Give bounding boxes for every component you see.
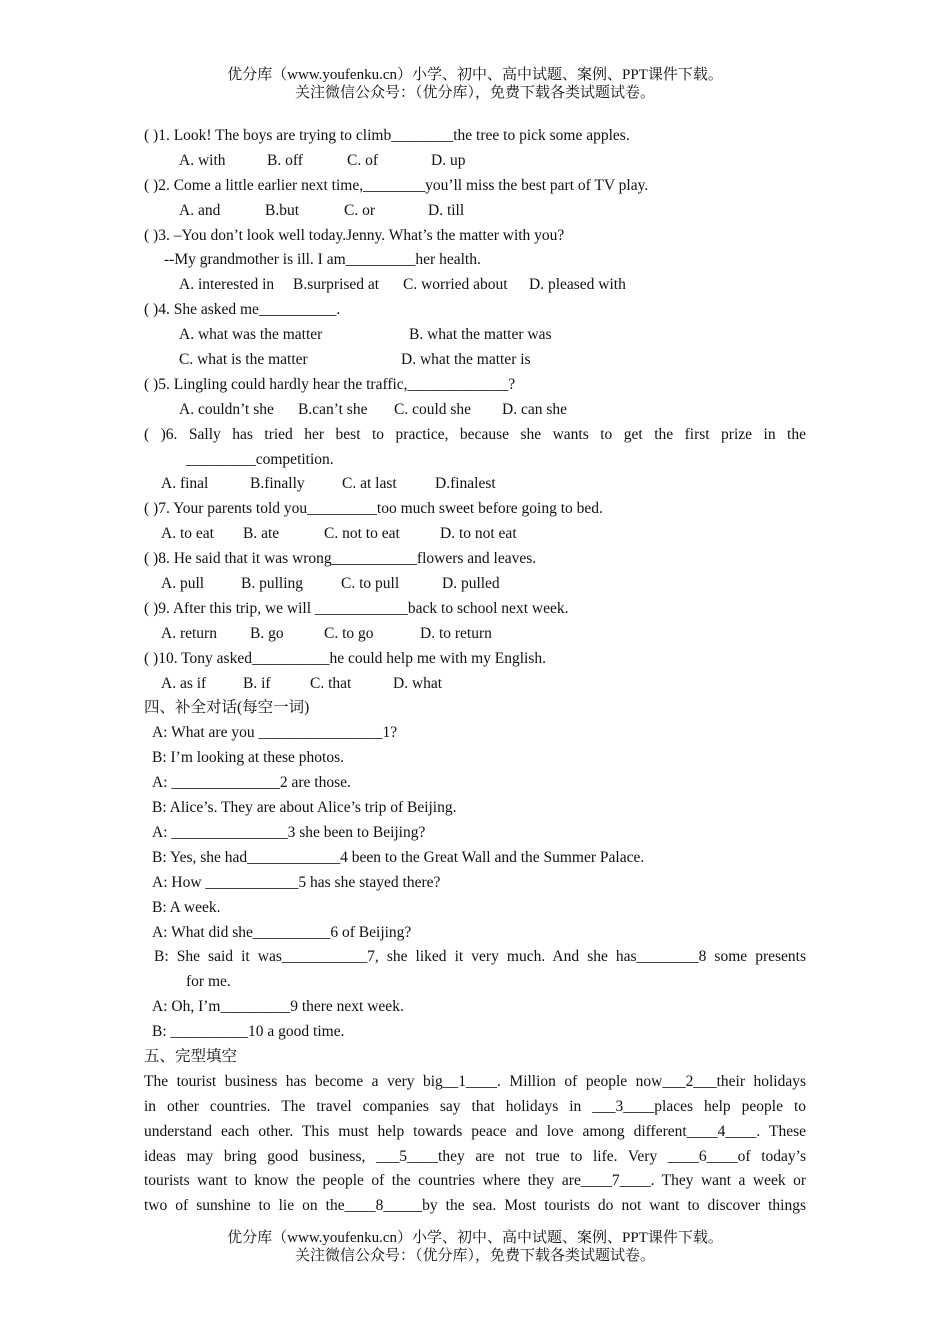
question-3-options	[144, 273, 806, 298]
question-5-option-b: B.can’t she	[298, 400, 368, 418]
question-6-continuation: _________competition.	[186, 450, 334, 468]
cloze-line-2: in other countries. The travel companies say that holidays in ___3____places help people to	[144, 1097, 806, 1115]
question-9-options	[144, 622, 806, 647]
question-4-option-c: C. what is the matter	[179, 351, 308, 369]
question-8-option-a: A. pull	[161, 575, 205, 593]
question-7-options	[144, 522, 806, 547]
question-9-stem: ( )9. After this trip, we will ____________back to school next week.	[144, 599, 569, 617]
question-5-stem: ( )5. Lingling could hardly hear the traffic,_____________?	[144, 375, 516, 393]
cloze-line-5: tourists want to know the people of the countries where they are____7____. They want a week or	[144, 1172, 806, 1190]
question-10-option-c: C. that	[310, 674, 352, 692]
question-1-stem: ( )1. Look! The boys are trying to climb________the tree to pick some apples.	[144, 127, 630, 144]
question-2-option-b: B.but	[265, 201, 300, 219]
question-7-option-c: C. not to eat	[324, 525, 400, 543]
question-1-option-c: C. of	[347, 151, 378, 169]
question-5-option-c: C. could she	[394, 400, 472, 418]
dialog-line-1: A: What are you ________________1?	[152, 724, 398, 742]
dialog-line-4: B: Alice’s. They are about Alice’s trip of Beijing.	[152, 799, 457, 817]
dialog-line-9: A: What did she__________6 of Beijing?	[152, 923, 412, 941]
question-6-option-d: D.finalest	[435, 475, 496, 493]
cloze-line-1: The tourist business has become a very big__1____. Million of people now___2___their holidays	[144, 1072, 806, 1090]
question-2-option-d: D. till	[428, 201, 465, 219]
page-header	[0, 66, 950, 102]
question-3-stem: ( )3. –You don’t look well today.Jenny. What’s the matter with you?	[144, 226, 565, 244]
question-4-stem: ( )4. She asked me__________.	[144, 301, 341, 319]
dialog-line-7: A: How ____________5 has she stayed there?	[152, 873, 441, 891]
question-8-stem: ( )8. He said that it was wrong___________flowers and leaves.	[144, 550, 537, 568]
dialog-line-8: B: A week.	[152, 898, 221, 916]
dialog-line-12: B: __________10 a good time.	[152, 1023, 345, 1041]
question-3-option-b: B.surprised at	[293, 276, 380, 294]
question-10-stem: ( )10. Tony asked__________he could help me with my English.	[144, 649, 547, 667]
section-4-title: 四、补全对话(每空一词)	[144, 699, 310, 717]
dialog-line-10-continuation: for me.	[186, 973, 231, 991]
section-5-title: 五、完型填空	[144, 1047, 238, 1065]
question-2-option-c: C. or	[344, 201, 375, 219]
cloze-line-3: understand each other. This must help towards peace and love among different____4____. These	[144, 1122, 806, 1140]
header-line-1: 优分库（www.youfenku.cn）小学、初中、高中试题、案例、PPT课件下载。	[227, 67, 723, 83]
question-6-option-a: A. final	[161, 475, 209, 493]
question-10-option-b: B. if	[243, 674, 271, 692]
question-4-option-a: A. what was the matter	[179, 326, 323, 344]
question-6-options	[144, 472, 806, 497]
cloze-line-6: two of sunshine to lie on the____8_____by the sea. Most tourists do not want to discover things	[144, 1197, 806, 1215]
question-1-option-d: D. up	[431, 151, 466, 169]
question-6-option-b: B.finally	[250, 475, 305, 493]
footer-line-2: 关注微信公众号：（优分库），免费下载各类试题试卷。	[294, 1248, 655, 1264]
question-10-option-d: D. what	[393, 674, 443, 692]
dialog-line-10: B: She said it was___________7, she liked it very much. And she has________8 some presents	[154, 948, 806, 966]
question-8-option-b: B. pulling	[241, 575, 304, 593]
dialog-line-6: B: Yes, she had____________4 been to the Great Wall and the Summer Palace.	[152, 848, 645, 866]
dialog-line-2: B: I’m looking at these photos.	[152, 749, 345, 767]
question-7-stem: ( )7. Your parents told you_________too much sweet before going to bed.	[144, 500, 603, 518]
question-7-option-a: A. to eat	[161, 525, 214, 543]
question-9-option-d: D. to return	[420, 624, 492, 642]
question-4-option-b: B. what the matter was	[409, 326, 552, 344]
question-8-options	[144, 572, 806, 597]
question-5-option-d: D. can she	[502, 400, 567, 418]
question-3-answer-line: --My grandmother is ill. I am_________her health.	[164, 251, 481, 269]
question-1-option-a: A. with	[179, 151, 226, 169]
question-5-options	[144, 398, 806, 423]
exam-content	[144, 124, 806, 1219]
dialog-line-11: A: Oh, I’m_________9 there next week.	[152, 998, 404, 1016]
question-9-option-a: A. return	[161, 624, 217, 642]
question-7-option-b: B. ate	[243, 525, 280, 543]
question-3-option-a: A. interested in	[179, 276, 275, 294]
question-2-option-a: A. and	[179, 201, 221, 219]
question-6-stem: ( )6. Sally has tried her best to practice, because she wants to get the first prize in the	[144, 425, 806, 443]
question-4-options-row-1	[144, 323, 806, 348]
dialog-line-3: A: ______________2 are those.	[152, 774, 351, 792]
question-2-stem: ( )2. Come a little earlier next time,________you’ll miss the best part of TV play.	[144, 176, 649, 194]
question-1-option-b: B. off	[267, 151, 303, 169]
question-1-options	[144, 149, 806, 174]
question-8-option-d: D. pulled	[442, 575, 500, 593]
question-10-option-a: A. as if	[161, 674, 207, 692]
question-7-option-d: D. to not eat	[440, 525, 517, 543]
question-5-option-a: A. couldn’t she	[179, 400, 274, 418]
question-9-option-c: C. to go	[324, 624, 374, 642]
question-3-option-c: C. worried about	[403, 276, 508, 294]
dialog-line-5: A: _______________3 she been to Beijing?	[152, 823, 426, 841]
question-6-option-c: C. at last	[342, 475, 397, 493]
question-4-option-d: D. what the matter is	[401, 351, 531, 369]
header-line-2: 关注微信公众号：（优分库），免费下载各类试题试卷。	[294, 85, 655, 101]
question-4-options-row-2	[144, 348, 806, 373]
question-10-options	[144, 672, 806, 697]
cloze-line-4: ideas may bring good business, ___5____they are not true to life. Very ____6____of today’s	[144, 1147, 806, 1165]
footer-line-1: 优分库（www.youfenku.cn）小学、初中、高中试题、案例、PPT课件下载。	[227, 1230, 723, 1246]
question-8-option-c: C. to pull	[341, 575, 400, 593]
question-9-option-b: B. go	[250, 624, 284, 642]
question-3-option-d: D. pleased with	[529, 276, 626, 294]
question-2-options	[144, 199, 806, 224]
page-footer	[0, 1229, 950, 1265]
